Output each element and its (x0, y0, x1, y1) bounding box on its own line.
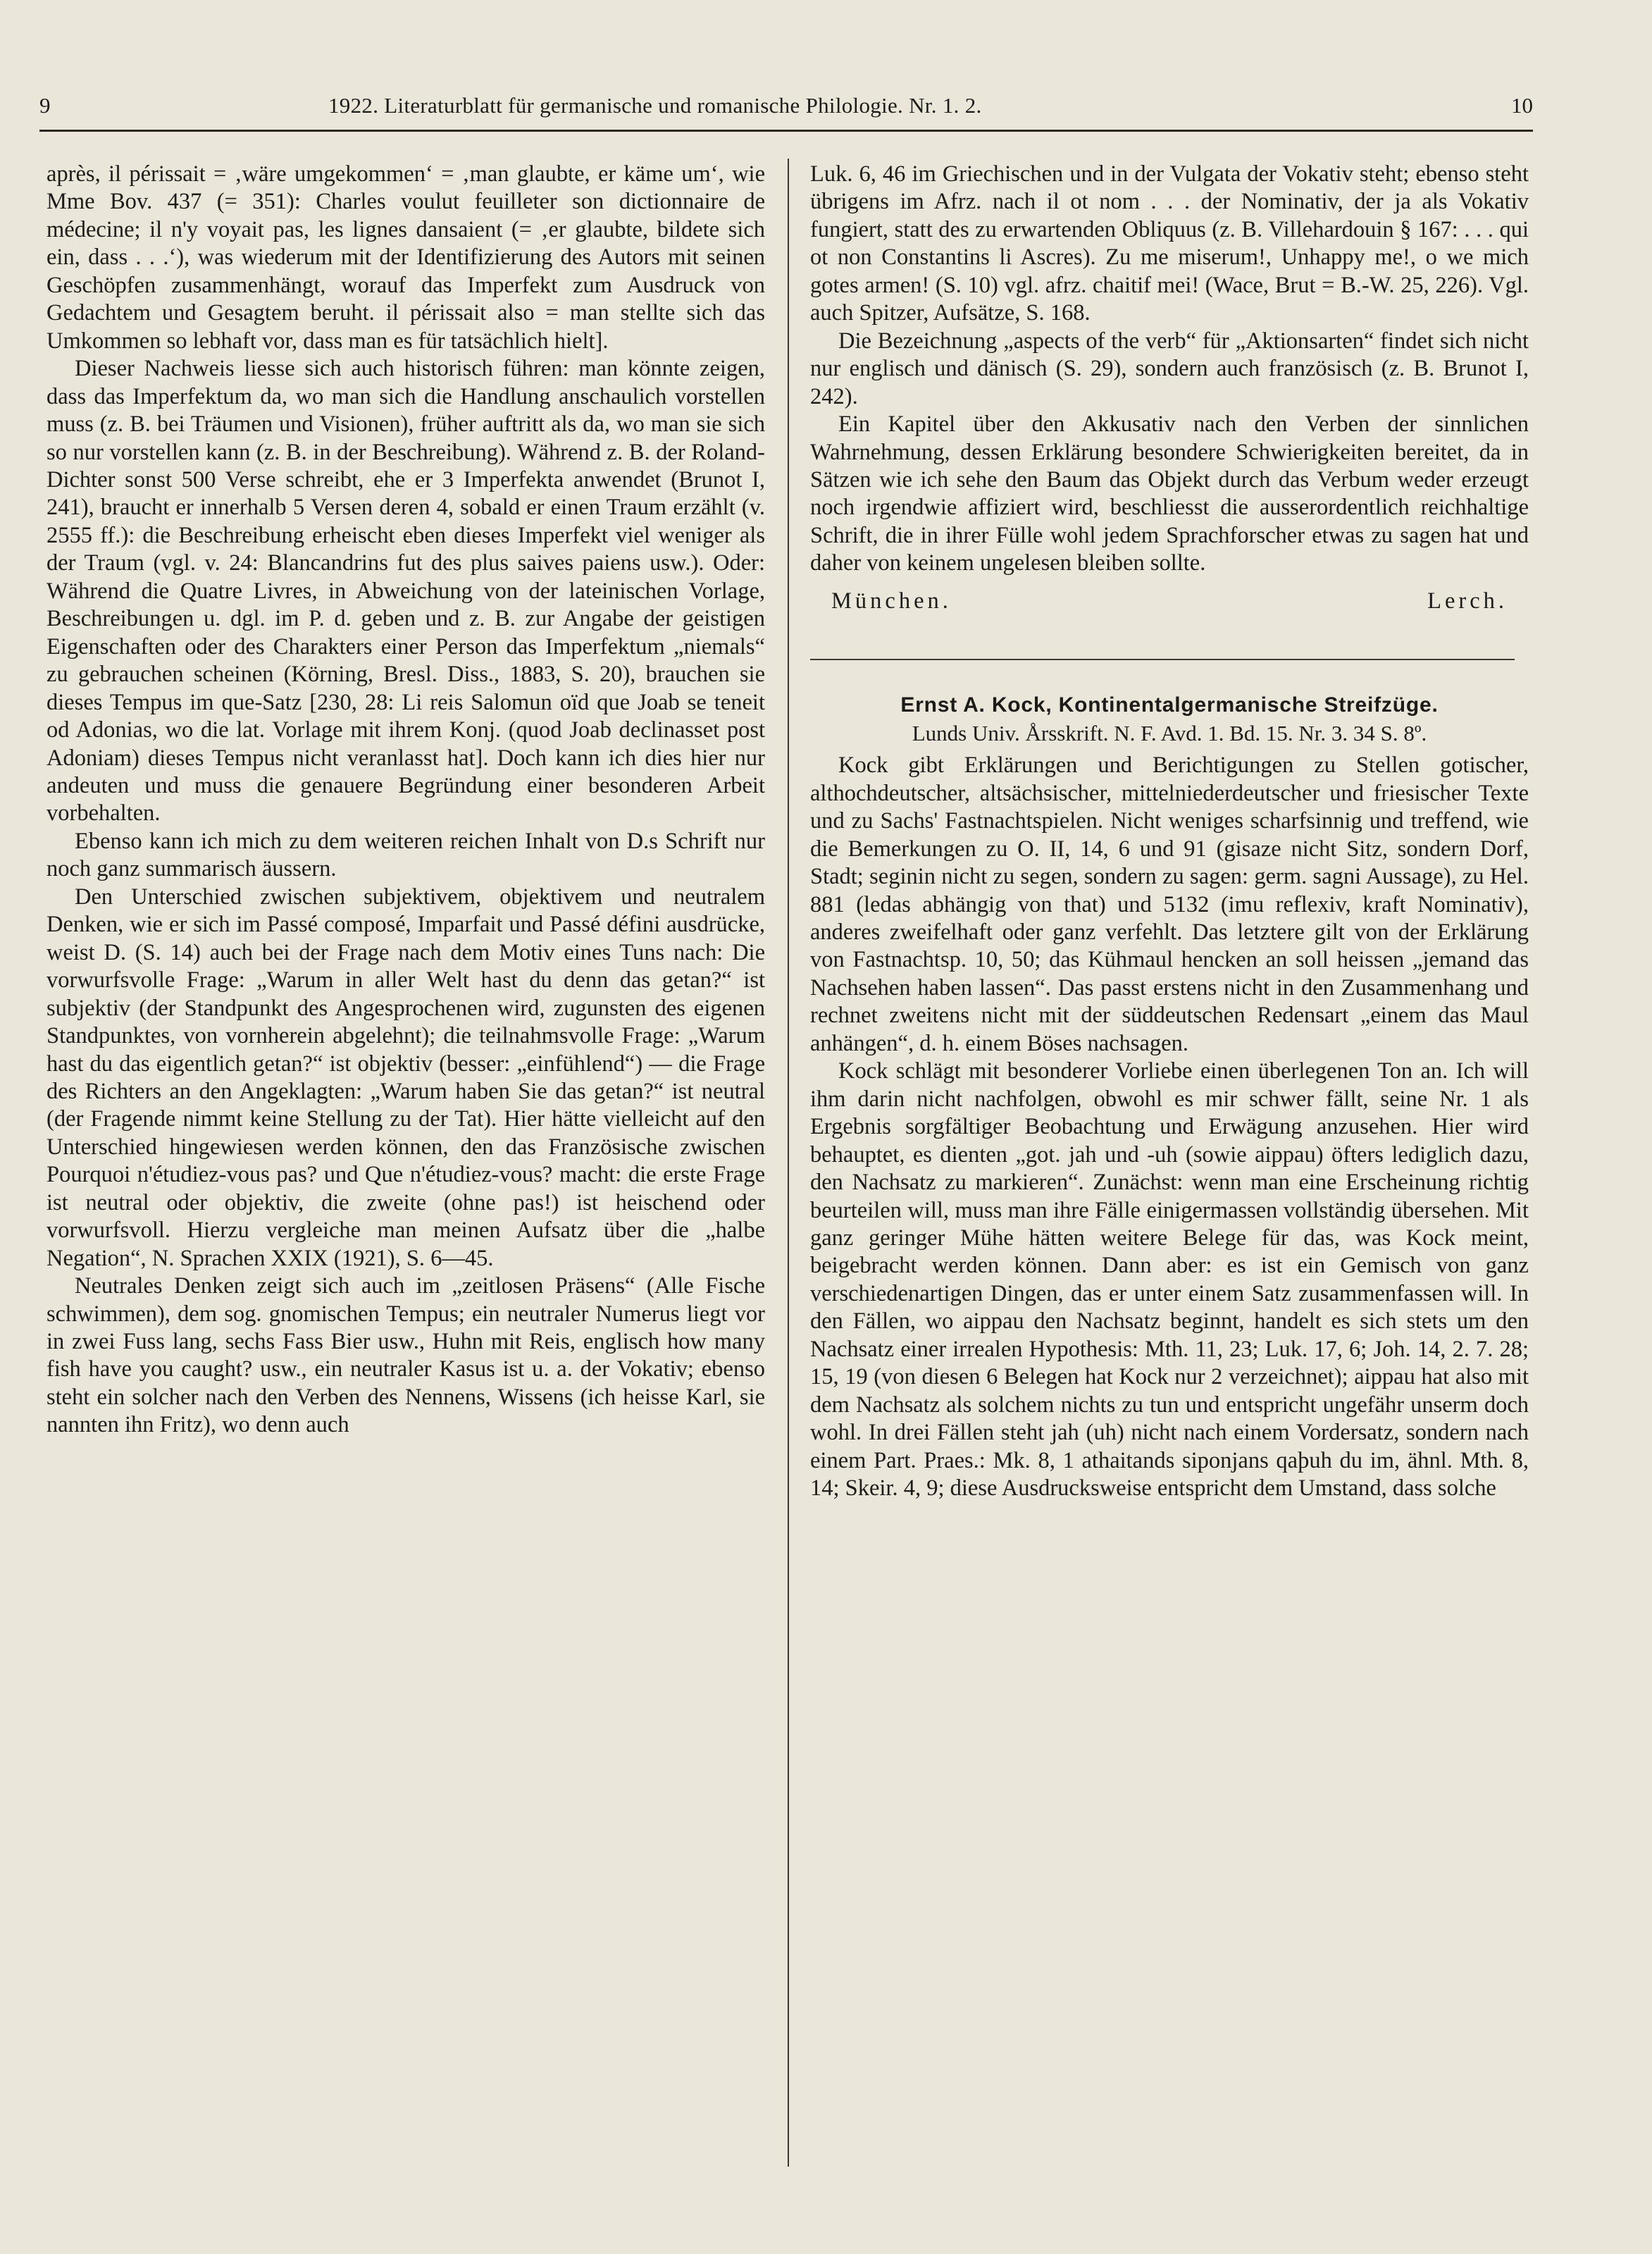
left-column (46, 161, 765, 1439)
signature-place: München. (831, 588, 952, 614)
paragraph: Ein Kapitel über den Akkusativ nach den Verben der sinnlichen Wahrnehmung, dessen Erklärung besondere Schwierigkeiten bereitet, da in Sätzen wie ich sehe den Baum das Objekt durch das Verbum weder erzeugt noch irgendwie affiziert wird, beschliesst die ausserordentlich reichhaltige Schrift, die in ihrer Fülle wohl jedem Sprachforscher etwas zu sagen hat und daher von keinem ungelesen bleiben sollte. (810, 411, 1529, 576)
review-heading: Ernst A. Kock, Kontinentalgermanische Streifzüge. (900, 693, 1439, 717)
running-header (39, 87, 1533, 124)
column-divider (788, 159, 789, 2167)
right-column (810, 161, 1529, 1502)
paragraph: après, il périssait = ‚wäre umgekommen‘ = ‚man glaubte, er käme um‘, wie Mme Bov. 437 (= 351): Charles voulut feuilleter son dictionnaire de médecine; il n'y voyait pas, les lignes dansaient (= ‚er glaubte, bildete sich ein, dass . . .‘), was wiederum mit der Identifizierung des Autors mit seinen Geschöpfen zusammenhängt, worauf das Imperfekt zum Ausdruck von Gedachtem und Gesagtem beruht. il périssait also = man stellte sich das Umkommen so lebhaft vor, dass man es für tatsächlich hielt]. (46, 161, 765, 354)
paragraph: Kock gibt Erklärungen und Berichtigungen zu Stellen gotischer, althochdeutscher, altsächsischer, mittelniederdeutscher und friesischer Texte und zu Sachs' Fastnachtspielen. Nicht weniges scharfsinnig und treffend, wie die Bemerkungen zu O. II, 14, 6 und 91 (gisaze nicht Sitz, sondern Dorf, Stadt; seginin nicht zu segen, sondern zu sagen: germ. sagni Aussage), zu Hel. 881 (ledas abhängig von that) und 5132 (imu reflexiv, kraft Nominativ), anderes zweifelhaft oder ganz verfehlt. Das letztere gilt von der Erklärung von Fastnachtsp. 10, 50; das Kühmaul hencken an soll heissen „jemand das Nachsehen haben lassen“. Das passt erstens nicht in den Zusammenhang und rechnet zweitens nicht mit der süddeutschen Redensart „einem das Maul anhängen“, d. h. einem Böses nachsagen. (810, 753, 1529, 1056)
paragraph: Neutrales Denken zeigt sich auch im „zeitlosen Präsens“ (Alle Fische schwimmen), dem sog. gnomischen Tempus; ein neutraler Numerus liegt vor in zwei Fuss lang, sechs Fass Bier usw., Huhn mit Reis, englisch how many fish have you caught? usw., ein neutraler Kasus ist u. a. der Vokativ; ebenso steht ein solcher nach den Verben des Nennens, Wissens (ich heisse Karl, sie nannten ihn Fritz), wo denn auch (46, 1273, 765, 1438)
paragraph: Den Unterschied zwischen subjektivem, objektivem und neutralem Denken, wie er sich im Passé composé, Imparfait und Passé défini ausdrücke, weist D. (S. 14) auch bei der Frage nach dem Motiv eines Tuns nach: Die vorwurfsvolle Frage: „Warum in aller Welt hast du denn das getan?“ ist subjektiv (der Standpunkt des Angesprochenen wird, zugunsten des eigenen Standpunktes, von vornherein abgelehnt); die teilnahmsvolle Frage: „Warum hast du das eigentlich getan?“ ist objektiv (besser: „einfühlend“) — die Frage des Richters an den Angeklagten: „Warum haben Sie das getan?“ ist neutral (der Fragende nimmt keine Stellung zu der Tat). Hier hätte vielleicht auf den Unterschied hingewiesen werden können, den das Französische zwischen Pourquoi n'étudiez-vous pas? und Que n'étudiez-vous? macht: die erste Frage ist neutral oder objektiv, die zweite (ohne pas!) ist heischend oder vorwurfsvoll. Hierzu vergleiche man meinen Aufsatz über die „halbe Negation“, N. Sprachen XXIX (1921), S. 6—45. (46, 884, 765, 1271)
review-citation: Lunds Univ. Årsskrift. N. F. Avd. 1. Bd. 15. Nr. 3. 34 S. 8º. (912, 721, 1427, 746)
paragraph: Kock schlägt mit besonderer Vorliebe einen überlegenen Ton an. Ich will ihm darin nicht nachfolgen, obwohl es mir schwer fällt, seine Nr. 1 als Ergebnis sorgfältiger Beobachtung und Erwägung anzusehen. Hier wird behauptet, es dienten „got. jah und -uh (sowie aippau) öfters lediglich dazu, den Nachsatz zu markieren“. Zunächst: wenn man eine Erscheinung richtig beurteilen will, muss man ihre Fälle einigermassen vollständig übersehen. Mit ganz geringer Mühe hätten weitere Belege für das, was Kock meint, beigebracht werden können. Dann aber: es ist ein Gemisch von ganz verschiedenartigen Dingen, das er unter einem Satz zusammenfassen will. In den Fällen, wo aippau den Nachsatz beginnt, handelt es sich stets um den Nachsatz einer irrealen Hypothesis: Mth. 11, 23; Luk. 17, 6; Joh. 14, 2. 7. 28; 15, 19 (von diesen 6 Belegen hat Kock nur 2 verzeichnet); aippau hat also mit dem Nachsatz als solchem nichts zu tun und entspricht ungefähr unserm doch wohl. In drei Fällen steht jah (uh) nicht nach einem Vordersatz, sondern nach einem Part. Praes.: Mk. 8, 1 athaitands siponjans qaþuh du im, ähnl. Mth. 8, 14; Skeir. 4, 9; diese Ausdrucksweise entspricht dem Umstand, dass solche (810, 1058, 1529, 1501)
signature-name: Lerch. (1427, 588, 1508, 614)
paragraph: Dieser Nachweis liesse sich auch historisch führen: man könnte zeigen, dass das Imperfektum da, wo man sich die Handlung anschaulich vorstellen muss (z. B. bei Träumen und Visionen), früher auftritt als da, wo man sie sich so nur vorstellen kann (z. B. in der Beschreibung). Während z. B. der Roland-Dichter sonst 500 Verse schreibt, ehe er 3 Imperfekta anwendet (Brunot I, 241), braucht er innerhalb 5 Versen deren 4, sobald er einen Traum erzählt (v. 2555 ff.): die Beschreibung erheischt eben dieses Imperfekt viel weniger als der Traum (vgl. v. 24: Blancandrins fut des plus saives paiens usw.). Oder: Während die Quatre Livres, in Abweichung von der lateinischen Vorlage, Beschreibungen u. dgl. im P. d. geben und z. B. zur Angabe der geistigen Eigenschaften oder des Charakters einer Person das Imperfektum „niemals“ zu gebrauchen scheinen (Körning, Bresl. Diss., 1883, S. 20), brauchen sie dieses Tempus im que-Satz [230, 28: Li reis Salomun oïd que Joab se teneit od Adonias, wo die lat. Vorlage mit ihrem Konj. (quod Joab declinasset post Adoniam) dieses Tempus nicht veranlasst hat]. Doch kann ich dies hier nur andeuten und muss die genauere Begründung einer besonderen Arbeit vorbehalten. (46, 356, 765, 826)
header-rule (39, 130, 1533, 132)
review-signature (810, 588, 1529, 615)
journal-title: 1922. Literaturblatt für germanische und romanische Philologie. Nr. 1. 2. (328, 93, 982, 118)
paragraph: Ebenso kann ich mich zu dem weiteren reichen Inhalt von D.s Schrift nur noch ganz summarisch äussern. (46, 828, 765, 882)
paragraph: Luk. 6, 46 im Griechischen und in der Vulgata der Vokativ steht; ebenso steht übrigens im Afrz. nach il ot nom . . . der Nominativ, der ja als Vokativ fungiert, statt des zu erwartenden Obliquus (z. B. Villehardouin § 167: . . . qui ot non Constantins li Ascres). Zu me miserum!, Unhappy me!, o we mich gotes armen! (S. 10) vgl. afrz. chaitif mei! (Wace, Brut = B.-W. 25, 226). Vgl. auch Spitzer, Aufsätze, S. 168. (810, 161, 1529, 326)
paragraph: Die Bezeichnung „aspects of the verb“ für „Aktionsarten“ findet sich nicht nur englisch und dänisch (S. 29), sondern auch französisch (z. B. Brunot I, 242). (810, 328, 1529, 409)
page-number-right: 10 (1511, 93, 1533, 118)
page-number-left: 9 (39, 93, 51, 118)
section-rule (810, 659, 1515, 660)
